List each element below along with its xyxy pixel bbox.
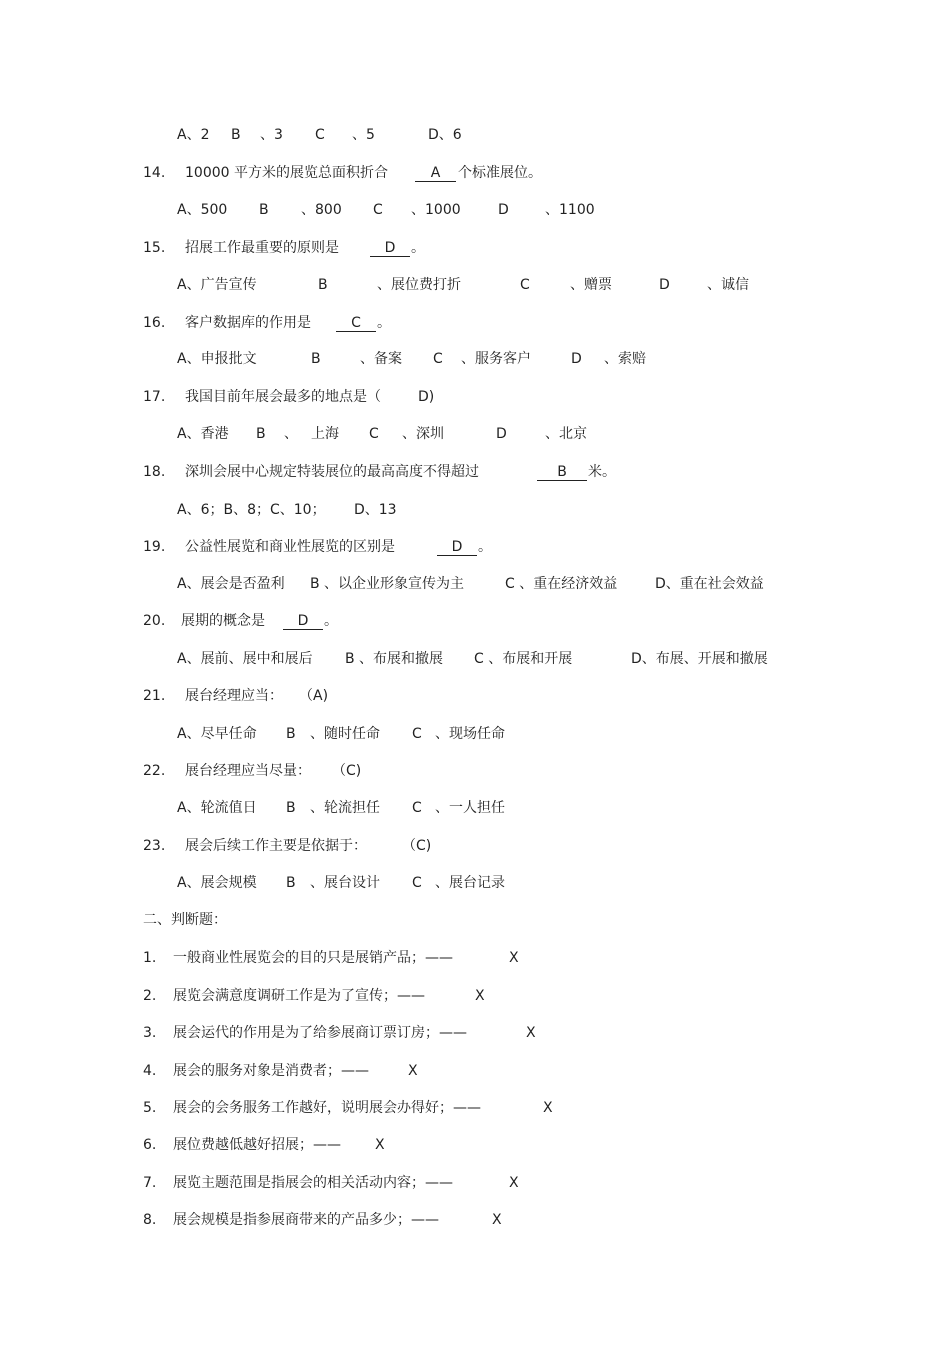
question-suffix: 。 — [324, 613, 338, 629]
question-number: 17. — [143, 389, 166, 405]
answer-blank: C — [336, 313, 376, 332]
option-d-letter: D — [498, 202, 509, 218]
question-text: 客户数据库的作用是 — [185, 315, 311, 331]
judgment-number: 1. — [143, 950, 157, 966]
judgment-answer: X — [375, 1137, 385, 1153]
judgment-text: 展览主题范围是指展会的相关活动内容；—— — [173, 1175, 453, 1191]
answer-blank: A — [415, 163, 456, 182]
option-c-letter: C — [520, 277, 530, 293]
option-b-text: 、随时任命 — [310, 726, 380, 742]
option-d-letter: D — [659, 277, 670, 293]
option-c-text: 、展台记录 — [435, 875, 505, 891]
question-text: 展会后续工作主要是依据于： — [185, 838, 367, 854]
option-a: A、展会是否盈利 — [177, 576, 285, 592]
option-b-letter: B — [318, 277, 328, 293]
option-b-letter: B — [286, 800, 296, 816]
option-b-text: 、展台设计 — [310, 875, 380, 891]
judgment-number: 5. — [143, 1100, 157, 1116]
option-a: A、申报批文 — [177, 351, 257, 367]
option-d: D、重在社会效益 — [655, 576, 764, 592]
option-b-letter: B — [286, 875, 296, 891]
option-c-text: 、现场任命 — [435, 726, 505, 742]
option-a: A、展前、展中和展后 — [177, 651, 313, 667]
answer-blank: D — [283, 611, 323, 630]
option-b-text2: 上海 — [311, 426, 339, 442]
option-c-text: 、5 — [352, 127, 375, 143]
option-d-letter: D — [496, 426, 507, 442]
judgment-text: 展会规模是指参展商带来的产品多少；—— — [173, 1212, 439, 1228]
judgment-number: 3. — [143, 1025, 157, 1041]
question-number: 15. — [143, 240, 166, 256]
judgment-text: 展位费越低越好招展；—— — [173, 1137, 341, 1153]
question-number: 18. — [143, 464, 166, 480]
option-c: C 、布展和开展 — [474, 651, 573, 667]
option-a: A、香港 — [177, 426, 229, 442]
question-text: 我国目前年展会最多的地点是（ — [185, 389, 381, 405]
option-b-letter: B — [286, 726, 296, 742]
question-text: 展台经理应当： — [185, 688, 283, 704]
option-d-text: 、北京 — [545, 426, 587, 442]
option-c-text: 、1000 — [411, 202, 461, 218]
judgment-number: 7. — [143, 1175, 157, 1191]
option-b-letter: B — [259, 202, 269, 218]
question-text: 招展工作最重要的原则是 — [185, 240, 339, 256]
option-d-text: 、索赔 — [604, 351, 646, 367]
option-c-letter: C — [369, 426, 379, 442]
question-text: 深圳会展中心规定特装展位的最高高度不得超过 — [185, 464, 479, 480]
option-a: A、500 — [177, 202, 228, 218]
option-b-text: 、备案 — [360, 351, 402, 367]
option-c-letter: C — [433, 351, 443, 367]
answer: D) — [418, 389, 435, 405]
option-b-text: 、800 — [301, 202, 342, 218]
judgment-number: 4. — [143, 1063, 157, 1079]
option-d-letter: D — [571, 351, 582, 367]
option-d: D、6 — [428, 127, 462, 143]
option-c-letter: C — [412, 726, 422, 742]
option-d-text: 、1100 — [545, 202, 595, 218]
option-c: C 、重在经济效益 — [505, 576, 618, 592]
question-number: 22. — [143, 763, 166, 779]
option-c-text: 、赠票 — [570, 277, 612, 293]
option-b-letter: B — [256, 426, 266, 442]
question-text: 展台经理应当尽量： — [185, 763, 311, 779]
question-text: 10000 平方米的展览总面积折合 — [185, 165, 388, 181]
option-b-text: 、3 — [260, 127, 283, 143]
judgment-answer: X — [509, 1175, 519, 1191]
option-c-letter: C — [412, 800, 422, 816]
option-c-text: 、深圳 — [402, 426, 444, 442]
answer-blank: D — [437, 537, 477, 556]
question-text: 展期的概念是 — [181, 613, 265, 629]
question-number: 19. — [143, 539, 166, 555]
option-b-text: 、展位费打折 — [377, 277, 461, 293]
question-suffix: 。 — [377, 315, 391, 331]
option-c-letter: C — [412, 875, 422, 891]
judgment-answer: X — [408, 1063, 418, 1079]
option-a: A、2 — [177, 127, 210, 143]
question-suffix: 。 — [478, 539, 492, 555]
option-c-text: 、一人担任 — [435, 800, 505, 816]
option-b-text: 、 — [284, 426, 298, 442]
question-number: 21. — [143, 688, 166, 704]
judgment-text: 展览会满意度调研工作是为了宣传；—— — [173, 988, 425, 1004]
option-c-letter: C — [315, 127, 325, 143]
question-suffix: 个标准展位。 — [458, 165, 542, 181]
option-a: A、展会规模 — [177, 875, 257, 891]
question-suffix: 米。 — [588, 464, 616, 480]
judgment-number: 8. — [143, 1212, 157, 1228]
option-b: B 、以企业形象宣传为主 — [310, 576, 465, 592]
question-suffix: 。 — [411, 240, 425, 256]
judgment-answer: X — [543, 1100, 553, 1116]
option-b-letter: B — [231, 127, 241, 143]
judgment-answer: X — [475, 988, 485, 1004]
judgment-text: 展会的服务对象是消费者；—— — [173, 1063, 369, 1079]
question-number: 23. — [143, 838, 166, 854]
judgment-number: 2. — [143, 988, 157, 1004]
judgment-answer: X — [526, 1025, 536, 1041]
answer: （C) — [402, 838, 432, 854]
option-a-b-c: A、6；B、8；C、10； — [177, 502, 326, 518]
option-c-letter: C — [373, 202, 383, 218]
answer: （A) — [299, 688, 329, 704]
judgment-text: 展会的会务服务工作越好，说明展会办得好；—— — [173, 1100, 481, 1116]
option-c-text: 、服务客户 — [461, 351, 531, 367]
option-a: A、广告宣传 — [177, 277, 257, 293]
option-a: A、轮流值日 — [177, 800, 257, 816]
judgment-answer: X — [509, 950, 519, 966]
option-b: B 、布展和撤展 — [345, 651, 444, 667]
option-d-text: 、诚信 — [707, 277, 749, 293]
judgment-number: 6. — [143, 1137, 157, 1153]
option-b-letter: B — [311, 351, 321, 367]
section-title: 二、判断题： — [143, 912, 227, 928]
judgment-answer: X — [492, 1212, 502, 1228]
option-d: D、布展、开展和撤展 — [631, 651, 768, 667]
question-number: 20. — [143, 613, 166, 629]
judgment-text: 展会运代的作用是为了给参展商订票订房；—— — [173, 1025, 467, 1041]
option-a: A、尽早任命 — [177, 726, 257, 742]
question-number: 14. — [143, 165, 166, 181]
answer: （C) — [332, 763, 362, 779]
option-b-text: 、轮流担任 — [310, 800, 380, 816]
question-text: 公益性展览和商业性展览的区别是 — [185, 539, 395, 555]
question-number: 16. — [143, 315, 166, 331]
judgment-text: 一般商业性展览会的目的只是展销产品；—— — [173, 950, 453, 966]
answer-blank: B — [537, 462, 587, 481]
answer-blank: D — [370, 238, 410, 257]
option-d: D、13 — [354, 502, 397, 518]
